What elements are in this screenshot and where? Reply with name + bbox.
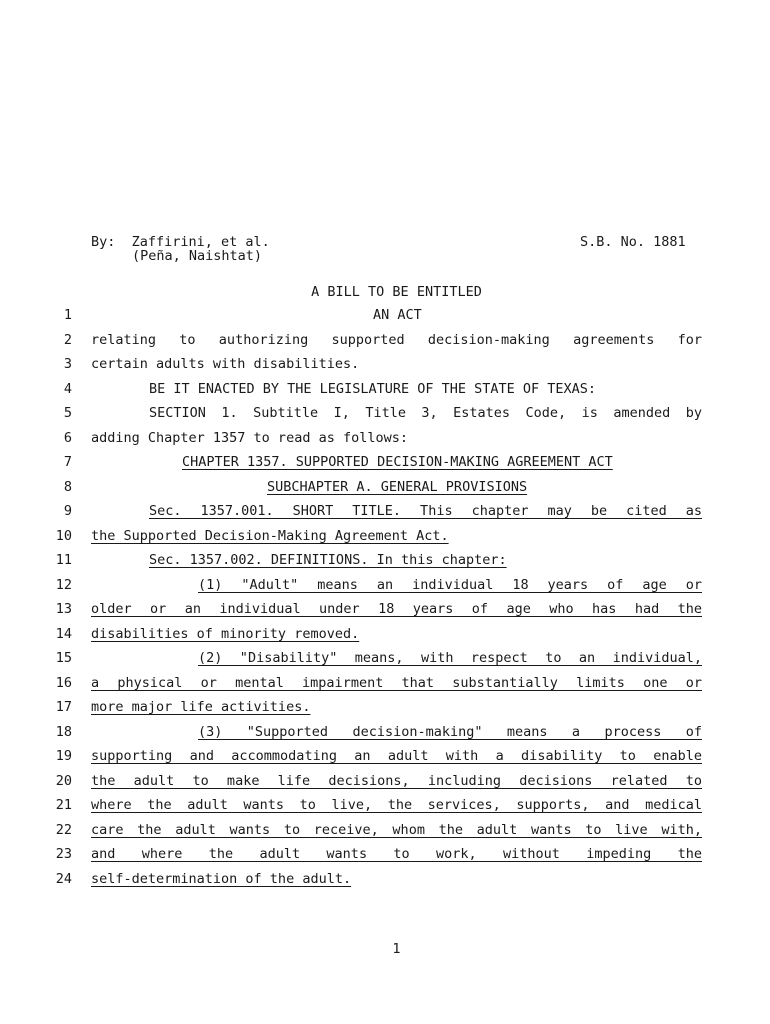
line-number: 12 [55, 576, 72, 593]
line-number: 1 [63, 307, 72, 323]
line-text: the Supported Decision-Making Agreement Act. [91, 527, 449, 544]
line-number: 19 [55, 748, 72, 764]
bill-line [0, 332, 770, 356]
line-text: the adult to make life decisions, including decisions related to [91, 772, 702, 789]
line-text: BE IT ENACTED BY THE LEGISLATURE OF THE STATE OF TEXAS: [149, 380, 597, 397]
bill-line [0, 405, 770, 429]
line-number: 6 [63, 429, 72, 446]
bill-line [0, 748, 770, 772]
sponsor-line [91, 248, 262, 264]
line-text: a physical or mental impairment that substantially limits one or [91, 674, 702, 691]
bill-line [0, 626, 770, 650]
line-number: 2 [63, 331, 72, 348]
bill-line [0, 356, 770, 380]
line-text: relating to authorizing supported decision-making agreements for [91, 331, 702, 348]
author-line: By: Zaffirini, et al. [91, 234, 270, 250]
line-number: 9 [63, 503, 72, 519]
line-text: supporting and accommodating an adult with a disability to enable [91, 748, 702, 764]
bill-line [0, 479, 770, 503]
bill-line [0, 454, 770, 478]
bill-line [0, 430, 770, 454]
bill-line [0, 307, 770, 331]
bill-line [0, 552, 770, 576]
line-text: self-determination of the adult. [91, 870, 352, 887]
line-text: disabilities of minority removed. [91, 625, 360, 642]
line-number: 24 [55, 870, 72, 887]
bill-line [0, 528, 770, 552]
page-number: 1 [392, 941, 401, 957]
line-number: 16 [55, 674, 72, 691]
line-number: 14 [55, 625, 72, 642]
bill-line [0, 699, 770, 723]
line-text: (3) "Supported decision-making" means a process of [198, 723, 702, 740]
line-number: 13 [55, 601, 72, 617]
line-number: 18 [55, 723, 72, 740]
line-text: AN ACT [373, 307, 422, 323]
bill-line [0, 724, 770, 748]
line-number: 10 [55, 527, 72, 544]
bill-line [0, 577, 770, 601]
line-text: older or an individual under 18 years of age who has had the [91, 601, 702, 617]
line-text: and where the adult wants to work, without impeding the [91, 846, 702, 862]
line-text: SECTION 1. Subtitle I, Title 3, Estates Code, is amended by [149, 405, 702, 421]
line-text: more major life activities. [91, 699, 311, 715]
line-number: 21 [55, 797, 72, 813]
bill-number: S.B. No. 1881 [580, 234, 686, 250]
bill-line [0, 675, 770, 699]
line-text: (1) "Adult" means an individual 18 years of age or [198, 576, 702, 593]
line-text: CHAPTER 1357. SUPPORTED DECISION-MAKING AGREEMENT ACT [182, 454, 613, 470]
line-text: certain adults with disabilities. [91, 356, 360, 372]
bill-line [0, 797, 770, 821]
line-number: 17 [55, 699, 72, 715]
line-text: care the adult wants to receive, whom the adult wants to live with, [91, 821, 702, 838]
line-number: 8 [63, 478, 72, 495]
bill-title: A BILL TO BE ENTITLED [311, 284, 482, 300]
line-number: 15 [55, 650, 72, 666]
line-text: Sec. 1357.002. DEFINITIONS. In this chapter: [149, 552, 507, 568]
line-number: 7 [63, 454, 72, 470]
line-number: 4 [63, 380, 72, 397]
bill-line [0, 503, 770, 527]
line-text: SUBCHAPTER A. GENERAL PROVISIONS [267, 478, 528, 495]
bill-line [0, 773, 770, 797]
bill-line [0, 650, 770, 674]
bill-line [0, 601, 770, 625]
line-number: 5 [63, 405, 72, 421]
line-number: 11 [55, 552, 72, 568]
bill-line [0, 381, 770, 405]
line-number: 23 [55, 846, 72, 862]
bill-line [0, 846, 770, 870]
line-text: (2) "Disability" means, with respect to an individual, [198, 650, 702, 666]
line-text: where the adult wants to live, the services, supports, and medical [91, 797, 702, 813]
line-number: 22 [55, 821, 72, 838]
bill-line [0, 871, 770, 895]
bill-line [0, 822, 770, 846]
line-text: adding Chapter 1357 to read as follows: [91, 429, 408, 446]
line-number: 3 [63, 356, 72, 372]
sponsor-names: (Peña, Naishtat) [132, 248, 263, 264]
line-number: 20 [55, 772, 72, 789]
line-text: Sec. 1357.001. SHORT TITLE. This chapter may be cited as [149, 503, 702, 519]
